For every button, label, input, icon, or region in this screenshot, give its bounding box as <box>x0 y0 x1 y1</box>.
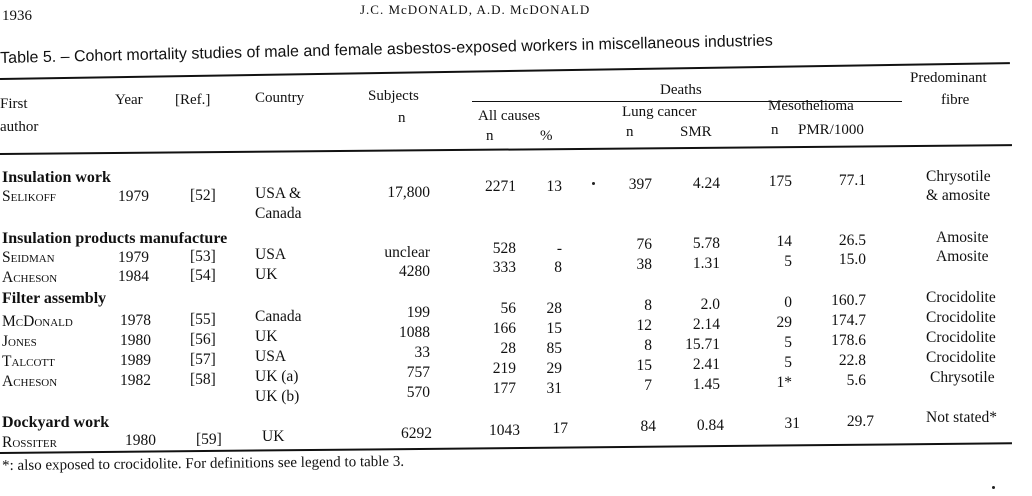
cell-lung-n: 8 <box>644 337 652 354</box>
cell-country-2: Canada <box>255 205 302 222</box>
cell-lung-smr: 0.84 <box>696 417 724 434</box>
cell-lung-smr: 5.78 <box>692 235 720 252</box>
cell-author: Acheson <box>2 269 58 286</box>
cell-subjects: 1088 <box>399 324 430 341</box>
cell-author: Jones <box>2 333 37 350</box>
cell-fibre: Crocidolite <box>926 309 996 326</box>
section-title: Insulation work <box>2 169 111 186</box>
cell-lung-smr: 1.31 <box>692 255 720 272</box>
cell-country: USA <box>255 348 287 365</box>
cell-author: Talcott <box>2 353 55 370</box>
cell-all-n: 333 <box>492 259 516 276</box>
cell-subjects: 199 <box>406 304 430 321</box>
cell-meso-pmr: 22.8 <box>838 352 866 369</box>
cell-country: UK <box>255 328 278 345</box>
col-all-causes: All causes <box>478 108 541 124</box>
col-subjects: Subjects <box>368 88 419 104</box>
cell-ref: [59] <box>196 431 222 448</box>
col-mesothelioma: Mesothelioma <box>768 98 854 114</box>
cell-lung-smr: 2.14 <box>692 316 720 333</box>
cell-subjects: unclear <box>384 244 430 261</box>
cell-year: 1982 <box>120 372 151 389</box>
cell-lung-smr: 2.41 <box>692 356 720 373</box>
cell-ref: [55] <box>190 311 216 328</box>
cell-fibre-2: & amosite <box>926 187 991 204</box>
table-caption: Table 5. – Cohort mortality studies of male and female asbestos-exposed workers in miscellaneous industries <box>0 32 774 67</box>
cell-year: 1984 <box>118 268 149 285</box>
cell-lung-n: 8 <box>644 297 652 314</box>
cell-fibre: Amosite <box>936 229 989 246</box>
col-first-author: First <box>0 96 28 112</box>
top-rule <box>0 62 1010 79</box>
cell-all-n: 528 <box>492 240 516 257</box>
scan-dot <box>992 486 995 489</box>
cell-year: 1979 <box>118 249 149 266</box>
cell-author: Acheson <box>2 373 58 390</box>
cell-author: Selikoff <box>2 188 56 205</box>
cell-year: 1980 <box>125 432 156 449</box>
cell-lung-n: 7 <box>644 377 652 394</box>
cell-all-pct: 17 <box>552 420 568 437</box>
cell-meso-pmr: 29.7 <box>846 413 874 430</box>
cell-lung-n: 76 <box>636 236 652 253</box>
col-country: Country <box>255 90 305 106</box>
section-title: Filter assembly <box>2 290 107 307</box>
cell-meso-pmr: 77.1 <box>838 172 866 189</box>
cell-meso-pmr: 178.6 <box>831 332 866 349</box>
cell-all-n: 166 <box>492 320 516 337</box>
cell-fibre: Crocidolite <box>926 289 996 306</box>
cell-lung-smr: 2.0 <box>700 296 720 313</box>
cell-country: UK <box>262 428 285 445</box>
cell-author: Rossiter <box>2 434 57 451</box>
cell-all-pct: 8 <box>554 259 562 276</box>
cell-fibre: Chrysotile <box>926 168 991 185</box>
cell-ref: [52] <box>190 187 216 204</box>
cell-all-n: 177 <box>492 380 516 397</box>
col-ref: [Ref.] <box>175 92 211 108</box>
cell-subjects: 4280 <box>399 263 430 280</box>
cell-lung-smr: 15.71 <box>685 336 720 353</box>
cell-subjects: 6292 <box>401 425 432 442</box>
cell-country: UK (a) <box>255 368 299 385</box>
col-meso-pmr: PMR/1000 <box>798 122 864 138</box>
col-all-pct: % <box>540 128 553 144</box>
scan-dot <box>592 182 595 185</box>
cell-lung-n: 397 <box>628 176 652 193</box>
cell-country: USA & <box>255 185 302 202</box>
col-subjects-n: n <box>398 110 406 126</box>
cell-all-pct: 28 <box>546 300 562 317</box>
cell-country: UK (b) <box>255 388 300 405</box>
cell-meso-n: 29 <box>776 314 792 331</box>
cell-lung-n: 38 <box>636 256 652 273</box>
cell-all-pct: 13 <box>546 178 562 195</box>
cell-fibre: Not stated* <box>926 409 998 426</box>
cell-all-n: 219 <box>492 360 516 377</box>
col-year: Year <box>115 92 143 108</box>
header-rule <box>0 144 1012 154</box>
cell-subjects: 17,800 <box>387 184 430 201</box>
cell-meso-n: 175 <box>768 173 792 190</box>
cell-author: McDonald <box>2 313 73 330</box>
cell-ref: [56] <box>190 331 216 348</box>
running-head: J.C. McDONALD, A.D. McDONALD <box>360 2 591 17</box>
cell-year: 1980 <box>120 332 151 349</box>
section-title: Dockyard work <box>2 414 110 431</box>
col-lung-n: n <box>626 124 634 140</box>
col-fibre: Predominant <box>910 70 987 86</box>
cell-all-pct: 85 <box>546 340 562 357</box>
cell-author: Seidman <box>2 249 55 266</box>
cell-ref: [57] <box>190 351 216 368</box>
cell-all-pct: 15 <box>546 320 562 337</box>
cell-lung-n: 84 <box>640 418 656 435</box>
cell-ref: [54] <box>190 267 216 284</box>
col-lung-smr: SMR <box>680 124 712 140</box>
cell-lung-n: 12 <box>636 317 652 334</box>
cell-lung-smr: 1.45 <box>692 376 720 393</box>
section-title: Insulation products manufacture <box>2 230 228 247</box>
cell-meso-n: 5 <box>784 354 792 371</box>
cell-subjects: 33 <box>414 344 430 361</box>
col-all-n: n <box>486 128 494 144</box>
cell-year: 1978 <box>120 312 151 329</box>
cell-all-pct: 31 <box>546 380 562 397</box>
cell-fibre: Chrysotile <box>930 369 995 386</box>
page-number: 1936 <box>2 8 32 24</box>
cell-meso-n: 1* <box>776 374 792 391</box>
cell-meso-pmr: 15.0 <box>838 251 866 268</box>
col-lung-cancer: Lung cancer <box>622 104 697 120</box>
cell-all-n: 1043 <box>489 422 520 439</box>
cell-meso-pmr: 174.7 <box>831 312 866 329</box>
cell-meso-n: 5 <box>784 253 792 270</box>
col-first-author-2: author <box>0 119 39 135</box>
cell-meso-pmr: 5.6 <box>846 372 866 389</box>
cell-all-pct: 29 <box>546 360 562 377</box>
cell-meso-n: 14 <box>776 233 792 250</box>
cell-all-n: 28 <box>500 340 516 357</box>
cell-fibre: Crocidolite <box>926 349 996 366</box>
cell-year: 1979 <box>118 188 149 205</box>
cell-all-n: 56 <box>500 300 516 317</box>
cell-all-pct: - <box>556 240 562 257</box>
cell-meso-n: 31 <box>784 415 800 432</box>
cell-meso-pmr: 26.5 <box>838 232 866 249</box>
cell-country: UK <box>255 266 278 283</box>
cell-fibre: Amosite <box>936 248 989 265</box>
cell-meso-pmr: 160.7 <box>831 292 866 309</box>
cell-subjects: 757 <box>406 364 430 381</box>
cell-subjects: 570 <box>406 384 430 401</box>
cell-country: USA <box>255 246 287 263</box>
footnote: *: also exposed to crocidolite. For definitions see legend to table 3. <box>2 453 405 474</box>
cell-fibre: Crocidolite <box>926 329 996 346</box>
cell-all-n: 2271 <box>485 178 516 195</box>
col-deaths: Deaths <box>660 82 702 98</box>
cell-ref: [58] <box>190 371 216 388</box>
cell-lung-smr: 4.24 <box>692 175 720 192</box>
col-meso-n: n <box>771 122 779 138</box>
cell-ref: [53] <box>190 248 216 265</box>
cell-lung-n: 15 <box>636 357 652 374</box>
cell-meso-n: 0 <box>784 294 792 311</box>
col-fibre-2: fibre <box>941 92 970 108</box>
cell-country: Canada <box>255 308 302 325</box>
cell-year: 1989 <box>120 352 151 369</box>
cell-meso-n: 5 <box>784 334 792 351</box>
